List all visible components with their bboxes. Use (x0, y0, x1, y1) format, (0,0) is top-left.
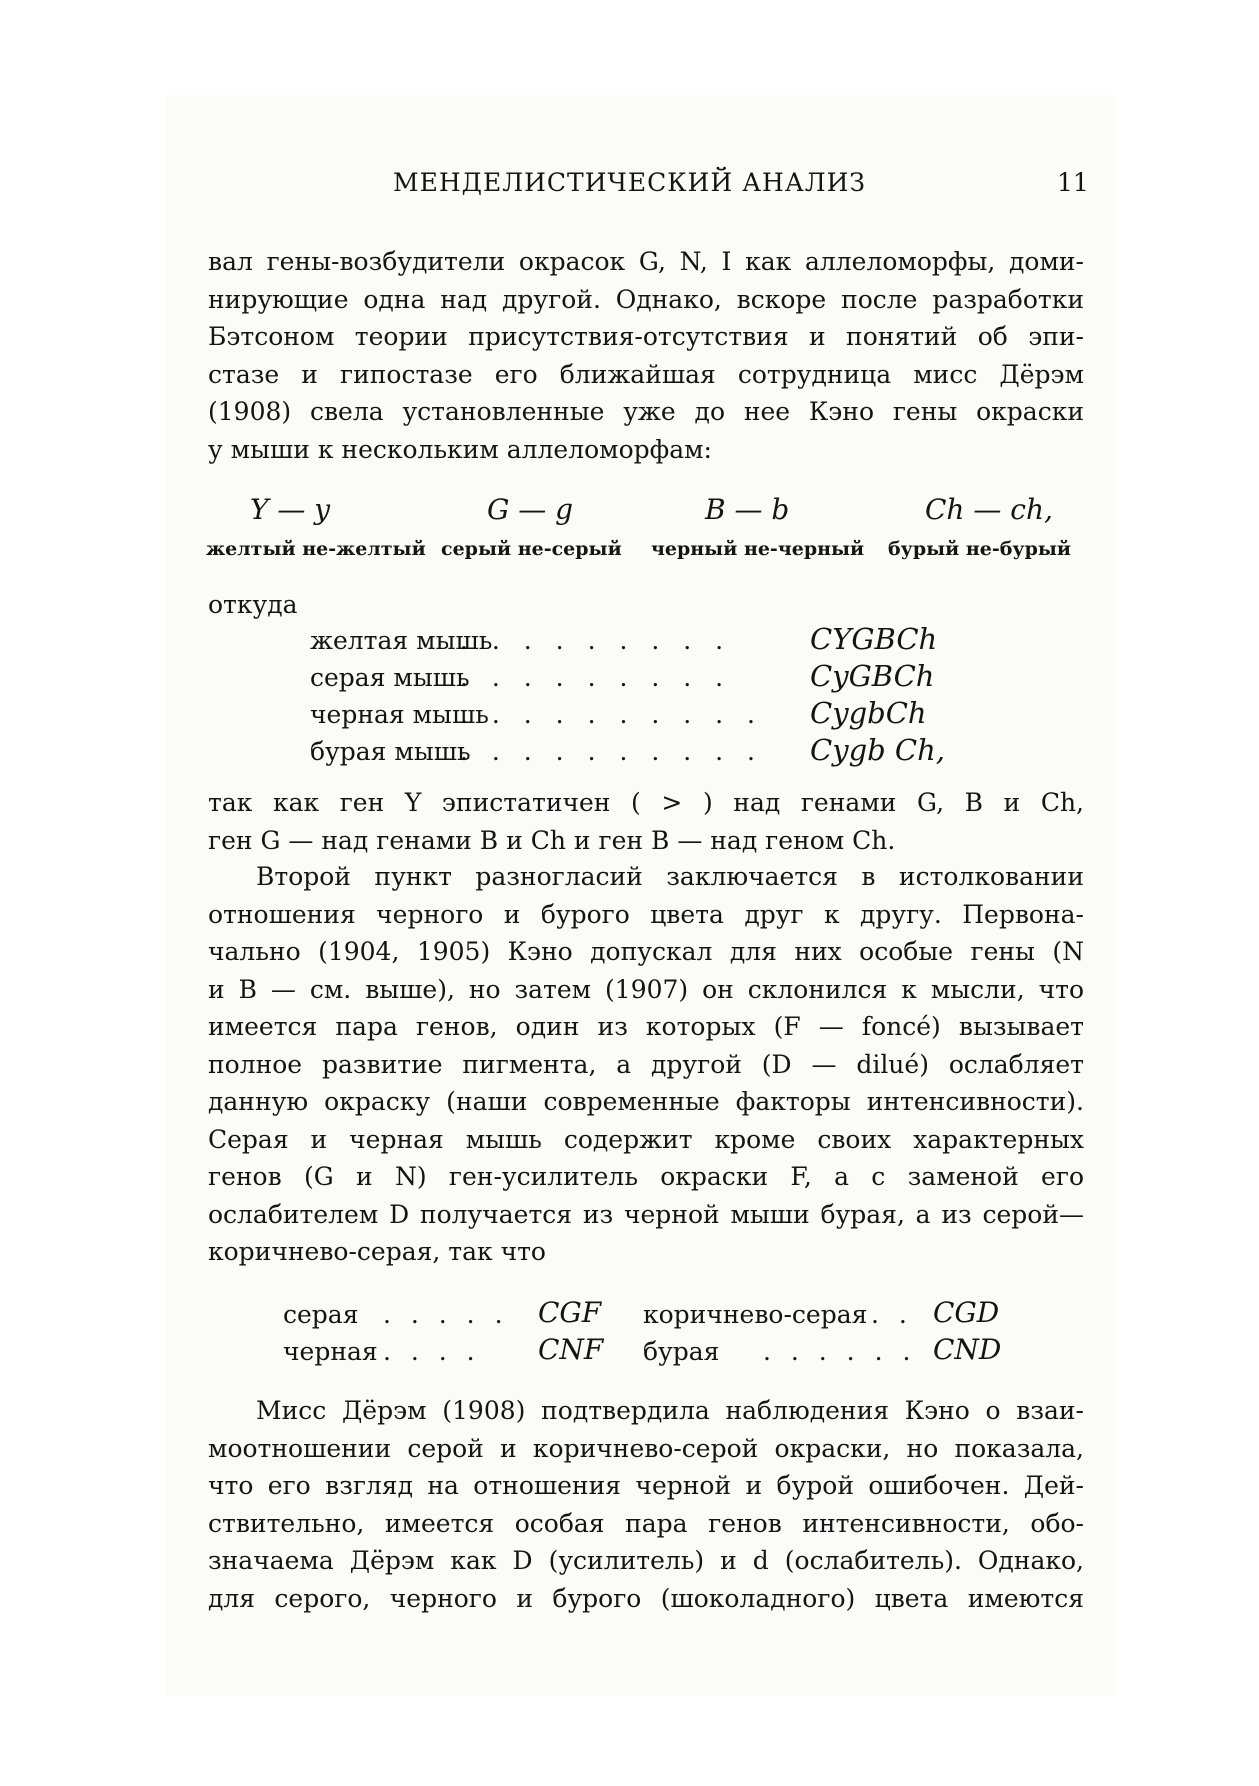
mouse-genotype-table (310, 622, 990, 770)
text-line: чально (1904, 1905) Кэно допускал для них особые гены (N (208, 937, 1084, 966)
text-line: вал гены-возбудители окрасок G, N, I как аллеломорфы, доми- (208, 247, 1084, 276)
allelomorph-label: желтый не-желтый (206, 538, 426, 560)
allelomorph-pair: Y — y (250, 493, 331, 526)
allelomorph-pair: Ch — ch, (925, 493, 1053, 526)
text-line: что его взгляд на отношения черной и бурой ошибочен. Дей- (208, 1471, 1084, 1500)
leader-dots: . . . . . . . . . . (460, 737, 763, 766)
mouse-name: бурая мышь (310, 737, 471, 766)
table-row (283, 1296, 1043, 1333)
mouse-name: желтая мышь (310, 626, 493, 655)
table-row (310, 659, 990, 696)
paragraph-1 (208, 243, 1084, 468)
text-line: полное развитие пигмента, а другой (D — dilué) ослабляет (208, 1049, 1084, 1079)
text-line: ствительно, имеется особая пара генов интенсивности, обо- (208, 1508, 1084, 1538)
color-name: черная (283, 1337, 378, 1366)
genotype-formula: CNF (538, 1333, 604, 1366)
text-line: Мисс Дёрэм (1908) подтвердила наблюдения Кэно о взаи- (256, 1396, 1084, 1425)
text-line: ген G — над генами B и Ch и ген B — над геном Ch. (208, 825, 896, 855)
leader-dots: . . . . . . . . . (460, 663, 732, 692)
text-line: Второй пункт разногласий заключается в истолковании (256, 862, 1084, 891)
text-line: для серого, черного и бурого (шоколадного) цвета имеются (208, 1583, 1084, 1613)
color-name: бурая (643, 1337, 720, 1366)
genotype-formula: CGF (538, 1296, 602, 1329)
leader-dots: . . . . . . . . . (460, 626, 732, 655)
genotype-formula: CYGBCh (810, 622, 938, 656)
paragraph-3 (208, 858, 1084, 1271)
table-row (283, 1333, 1043, 1370)
text-line: так как ген Y эпистатичен ( > ) над генами G, B и Ch, (208, 788, 1084, 817)
text-line: (1908) свела установленные уже до нее Кэно гены окраски (208, 397, 1084, 426)
genotype-formula: CyGBCh (810, 659, 935, 693)
leader-dots: . . . . . . (763, 1337, 917, 1366)
text-line: имеется пара генов, один из которых (F — foncé) вызывает (208, 1012, 1084, 1041)
allelomorph-pair: B — b (705, 493, 790, 526)
allelomorph-pair: G — g (487, 493, 574, 526)
table-row (310, 733, 990, 770)
mouse-name: серая мышь (310, 663, 470, 692)
text-otkuda: откуда (208, 590, 298, 619)
text-line: нирующие одна над другой. Однако, вскоре после разработки (208, 284, 1084, 314)
paragraph-4 (208, 1392, 1084, 1617)
table-row (310, 696, 990, 733)
allelomorph-label: бурый не-бурый (888, 538, 1072, 560)
text-line: у мыши к нескольким аллеломорфам: (208, 434, 712, 464)
color-name: коричнево-серая (643, 1300, 868, 1329)
color-name: серая (283, 1300, 359, 1329)
text-line: коричнево-серая, так что (208, 1237, 546, 1266)
text-line: данную окраску (наши современные факторы интенсивности). (208, 1087, 1084, 1116)
paragraph-2 (208, 784, 1084, 859)
leader-dots: . . . . . . . . . . (460, 700, 763, 729)
leader-dots: . . . . . (383, 1300, 509, 1329)
genotype-formula: Cygb Ch, (810, 733, 946, 767)
text-line: Серая и черная мышь содержит кроме своих характерных (208, 1124, 1084, 1154)
text-line: ослабителем D получается из черной мыши бурая, а из серой— (208, 1199, 1084, 1229)
allelomorph-label: черный не-черный (651, 538, 865, 560)
text-line: стазе и гипостазе его ближайшая сотрудница мисс Дёрэм (208, 359, 1084, 389)
mouse-name: черная мышь (310, 700, 489, 729)
text-line: и B — см. выше), но затем (1907) он склонился к мысли, что (208, 974, 1084, 1004)
text-line: Бэтсоном теории присутствия-отсутствия и понятий об эпи- (208, 322, 1084, 351)
genotype-formula: CygbCh (810, 696, 927, 730)
allelomorph-label: серый не-серый (441, 538, 622, 560)
page-number: 11 (1057, 168, 1089, 197)
text-line: значаема Дёрэм как D (усилитель) и d (ослабитель). Однако, (208, 1546, 1084, 1575)
table-row (310, 622, 990, 659)
text-line: генов (G и N) ген-усилитель окраски F, а с заменой его (208, 1162, 1084, 1191)
leader-dots: . . . . (383, 1337, 481, 1366)
text-line: моотношении серой и коричнево-серой окраски, но показала, (208, 1433, 1084, 1463)
leader-dots: . . (871, 1300, 913, 1329)
genotype-formula: CGD (933, 1296, 1000, 1329)
genotype-formula: CND (933, 1333, 1002, 1366)
text-line: отношения черного и бурого цвета друг к другу. Первона- (208, 899, 1084, 929)
running-header: МЕНДЕЛИСТИЧЕСКИЙ АНАЛИЗ (393, 168, 866, 197)
color-genotype-table (283, 1296, 1043, 1370)
